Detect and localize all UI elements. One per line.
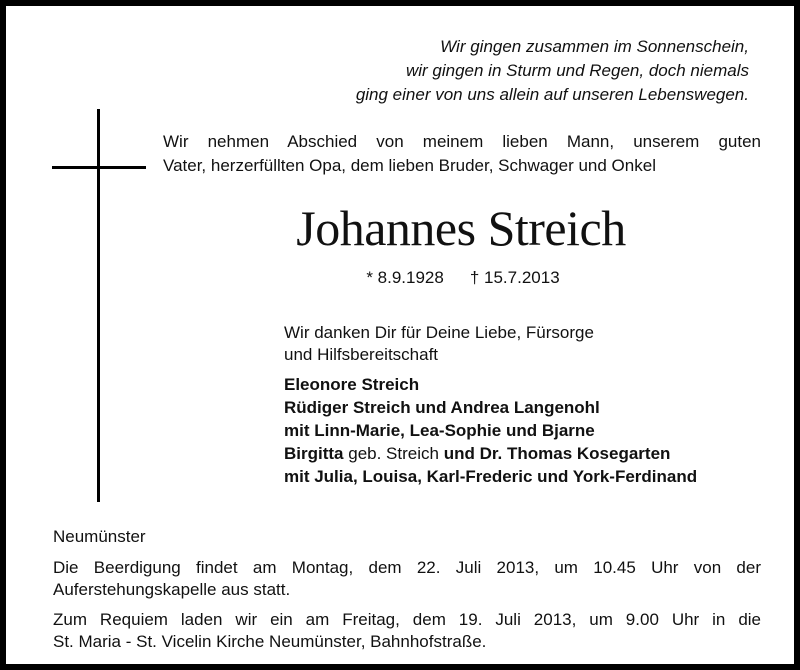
funeral-line: Die Beerdigung findet am Montag, dem 22. Juli 2013, um 10.45 Uhr von der bbox=[53, 558, 761, 577]
poem-line: ging einer von uns allein auf unseren Lebenswegen. bbox=[355, 85, 749, 104]
poem bbox=[189, 35, 749, 107]
poem-line: wir gingen in Sturm und Regen, doch niemals bbox=[405, 61, 749, 80]
intro-text bbox=[163, 130, 761, 178]
poem-line: Wir gingen zusammen im Sonnenschein, bbox=[440, 37, 749, 56]
deceased-name: Johannes Streich bbox=[296, 200, 626, 256]
mourners-list bbox=[284, 373, 774, 488]
mourner-line: Rüdiger Streich und Andrea Langenohl bbox=[284, 398, 600, 417]
requiem-notice bbox=[53, 609, 761, 653]
requiem-line: St. Maria - St. Vicelin Kirche Neumünster, Bahnhofstraße. bbox=[53, 632, 487, 651]
funeral-notice bbox=[53, 557, 761, 601]
place-name: Neumünster bbox=[53, 527, 146, 546]
maiden-name: geb. Streich bbox=[348, 444, 439, 463]
cross-icon-bar bbox=[52, 166, 146, 169]
death-date: † 15.7.2013 bbox=[469, 268, 560, 287]
mourner-partner: und Dr. Thomas Kosegarten bbox=[443, 444, 671, 463]
thanks-line: und Hilfsbereitschaft bbox=[284, 345, 439, 364]
intro-line: Wir nehmen Abschied von meinem lieben Mann, unserem guten bbox=[163, 132, 761, 151]
mourner-line bbox=[284, 442, 774, 465]
life-dates bbox=[163, 267, 763, 289]
thanks-text bbox=[284, 322, 764, 366]
birth-date: * 8.9.1928 bbox=[366, 268, 444, 287]
intro-line: Vater, herzerfüllten Opa, dem lieben Bruder, Schwager und Onkel bbox=[163, 156, 656, 175]
mourner-first-name: Birgitta bbox=[284, 444, 344, 463]
requiem-line: Zum Requiem laden wir ein am Freitag, dem 19. Juli 2013, um 9.00 Uhr in die bbox=[53, 610, 761, 629]
mourner-line: mit Julia, Louisa, Karl-Frederic und York-Ferdinand bbox=[284, 467, 698, 486]
mourner-line: Eleonore Streich bbox=[284, 375, 420, 394]
thanks-line: Wir danken Dir für Deine Liebe, Fürsorge bbox=[284, 323, 594, 342]
funeral-line: Auferstehungskapelle aus statt. bbox=[53, 580, 291, 599]
mourner-line: mit Linn-Marie, Lea-Sophie und Bjarne bbox=[284, 421, 595, 440]
